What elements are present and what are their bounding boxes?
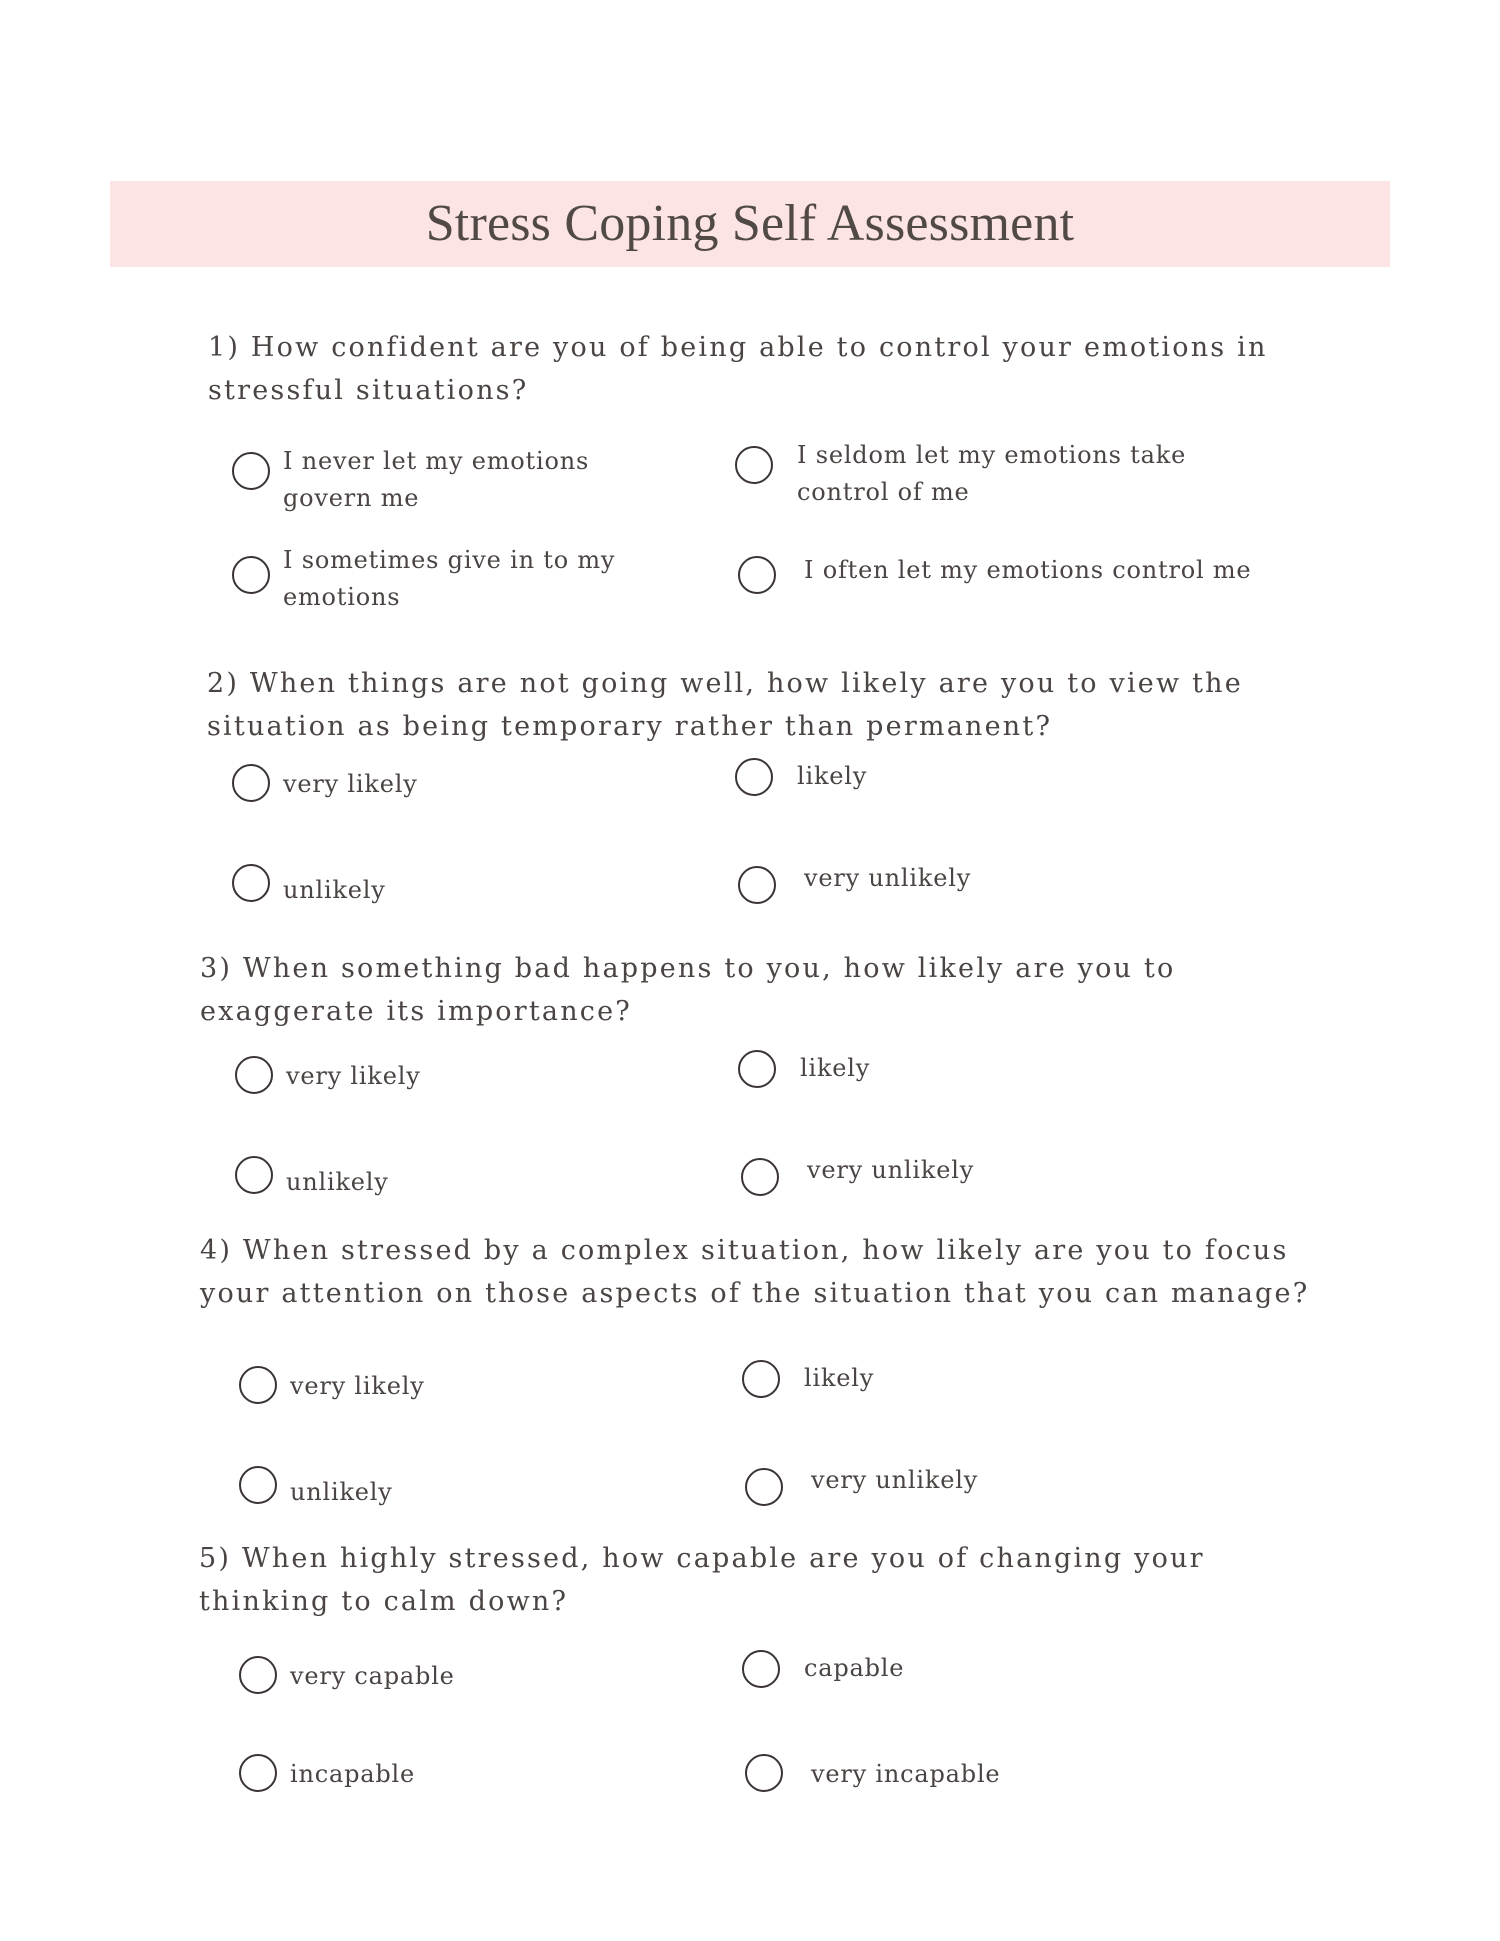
- q4-option-very-unlikely[interactable]: [745, 1468, 1045, 1512]
- q2-option-likely[interactable]: [735, 758, 1035, 802]
- q3-option-very-likely[interactable]: [235, 1056, 535, 1100]
- question-4: 4) When stressed by a complex situation, how likely are you to focus your attention on those aspects of the situation that you can manage?: [200, 1235, 1310, 1309]
- radio-button[interactable]: [735, 446, 773, 484]
- option-label: likely: [797, 762, 868, 790]
- radio-button[interactable]: [239, 1366, 277, 1404]
- radio-button[interactable]: [738, 556, 776, 594]
- option-label: very capable: [290, 1662, 455, 1690]
- option-label: I often let my emotions control me: [804, 556, 1252, 584]
- option-label: I sometimes give in to my emotions: [283, 546, 616, 611]
- option-label: I never let my emotions govern me: [283, 447, 590, 512]
- question-3: 3) When something bad happens to you, how likely are you to exaggerate its importance?: [200, 953, 1176, 1027]
- radio-button[interactable]: [239, 1754, 277, 1792]
- q1-option-2[interactable]: [735, 441, 1235, 526]
- option-label: I seldom let my emotions take control of me: [797, 441, 1187, 506]
- q3-option-unlikely[interactable]: [235, 1156, 535, 1200]
- radio-button[interactable]: [742, 1360, 780, 1398]
- option-label: very likely: [290, 1372, 425, 1400]
- q4-option-likely[interactable]: [742, 1360, 1042, 1404]
- q2-option-very-likely[interactable]: [232, 764, 532, 808]
- radio-button[interactable]: [735, 758, 773, 796]
- radio-button[interactable]: [239, 1466, 277, 1504]
- q5-option-incapable[interactable]: [239, 1754, 539, 1798]
- radio-button[interactable]: [235, 1156, 273, 1194]
- option-label: incapable: [290, 1760, 415, 1788]
- radio-button[interactable]: [232, 556, 270, 594]
- q2-option-unlikely[interactable]: [232, 864, 532, 908]
- option-label: very incapable: [811, 1760, 1001, 1788]
- question-1: 1) How confident are you of being able to control your emotions in stressful situations?: [208, 332, 1268, 406]
- radio-button[interactable]: [235, 1056, 273, 1094]
- option-label: likely: [800, 1054, 871, 1082]
- question-5: 5) When highly stressed, how capable are you of changing your thinking to calm down?: [199, 1543, 1205, 1617]
- option-label: likely: [804, 1364, 875, 1392]
- q1-option-1[interactable]: [232, 447, 612, 532]
- q3-option-likely[interactable]: [738, 1050, 1038, 1094]
- option-label: very likely: [286, 1062, 421, 1090]
- option-label: unlikely: [290, 1478, 393, 1506]
- option-label: very unlikely: [804, 864, 972, 892]
- radio-button[interactable]: [232, 864, 270, 902]
- q1-option-3[interactable]: [232, 546, 642, 636]
- option-label: unlikely: [286, 1168, 389, 1196]
- q5-option-very-capable[interactable]: [239, 1656, 539, 1700]
- page-title: Stress Coping Self Assessment: [425, 195, 1075, 252]
- radio-button[interactable]: [738, 1050, 776, 1088]
- q4-option-unlikely[interactable]: [239, 1466, 539, 1510]
- q2-option-very-unlikely[interactable]: [738, 866, 1038, 910]
- radio-button[interactable]: [745, 1754, 783, 1792]
- q4-option-very-likely[interactable]: [239, 1366, 539, 1410]
- option-label: very likely: [283, 770, 418, 798]
- option-label: capable: [804, 1654, 905, 1682]
- radio-button[interactable]: [232, 452, 270, 490]
- radio-button[interactable]: [738, 866, 776, 904]
- radio-button[interactable]: [742, 1650, 780, 1688]
- option-label: very unlikely: [811, 1466, 979, 1494]
- radio-button[interactable]: [745, 1468, 783, 1506]
- q1-option-4[interactable]: [738, 556, 1298, 600]
- radio-button[interactable]: [232, 764, 270, 802]
- question-2: 2) When things are not going well, how likely are you to view the situation as being temporary rather than permanent?: [207, 668, 1243, 742]
- q5-option-capable[interactable]: [742, 1650, 1042, 1694]
- radio-button[interactable]: [239, 1656, 277, 1694]
- q5-option-very-incapable[interactable]: [745, 1754, 1065, 1798]
- radio-button[interactable]: [741, 1158, 779, 1196]
- option-label: unlikely: [283, 876, 386, 904]
- q3-option-very-unlikely[interactable]: [741, 1158, 1041, 1202]
- option-label: very unlikely: [807, 1156, 975, 1184]
- title-banner: [110, 181, 1390, 267]
